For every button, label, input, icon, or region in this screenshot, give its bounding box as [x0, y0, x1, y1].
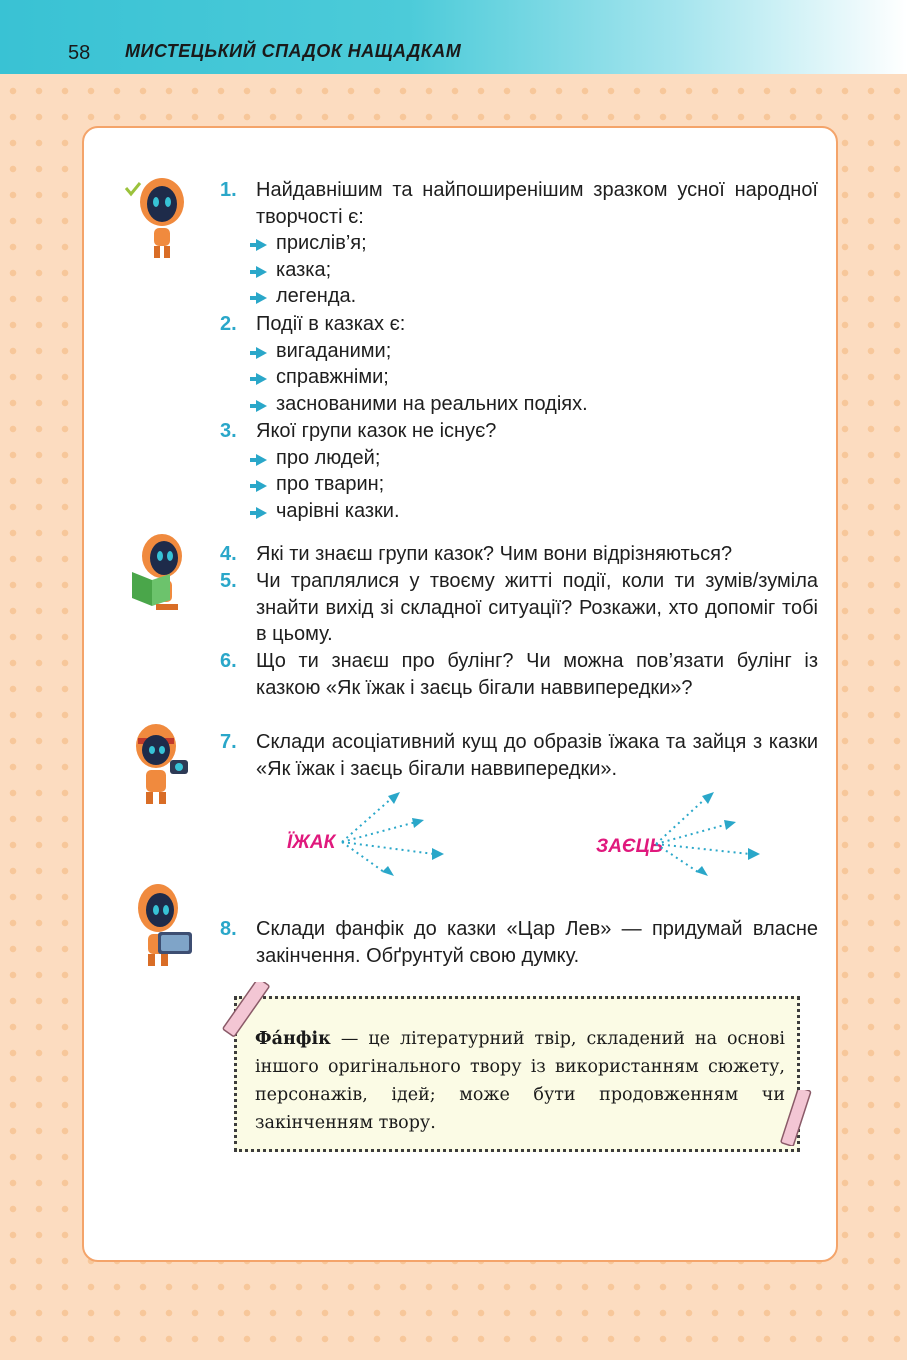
question-7: [220, 729, 818, 782]
tape-top-left-icon: [220, 982, 276, 1038]
question-text: Якої групи казок не існує?: [256, 420, 497, 442]
question-number: 2.: [220, 313, 237, 335]
arrow-icon: [256, 266, 267, 278]
question-number: 4.: [220, 543, 237, 565]
answer-option: легенда.: [256, 283, 818, 310]
arrow-icon: [256, 373, 267, 385]
question-number: 1.: [220, 179, 237, 201]
question-5: [220, 568, 818, 648]
definition-text: [255, 1025, 785, 1137]
cluster-arrows-hare: [650, 786, 770, 886]
robot-mascot-book-icon: [126, 530, 196, 620]
arrow-icon: [256, 400, 267, 412]
tape-bottom-right-icon: [776, 1090, 816, 1146]
question-number: 3.: [220, 420, 237, 442]
question-2: [220, 311, 818, 417]
arrow-icon: [256, 239, 267, 251]
definition-body: — це літературний твір, складений на основі іншого оригінального твору із використанням сюжету, персонажів, ідей; може бути продовженням чи закінченням твору.: [255, 1029, 785, 1133]
page-header: [0, 0, 907, 74]
question-1: [220, 177, 818, 310]
answer-option: казка;: [256, 257, 818, 284]
arrow-icon: [256, 347, 267, 359]
arrow-icon: [256, 454, 267, 466]
question-8: [220, 916, 818, 969]
question-6: [220, 648, 818, 701]
answer-option: справжніми;: [256, 364, 818, 391]
question-text: Найдавнішим та найпоширенішим зразком усної народної творчості є:: [256, 179, 818, 228]
question-3: [220, 418, 818, 524]
answer-option: чарівні казки.: [256, 498, 818, 525]
arrow-icon: [256, 480, 267, 492]
arrow-icon: [256, 292, 267, 304]
answer-option: прислів’я;: [256, 230, 818, 257]
answer-option: вигаданими;: [256, 338, 818, 365]
question-text: Що ти знаєш про булінг? Чи можна пов’язати булінг із казкою «Як їжак і заєць бігали наввипередки»?: [256, 650, 818, 699]
question-text: Події в казках є:: [256, 313, 406, 335]
question-number: 5.: [220, 570, 237, 592]
question-number: 6.: [220, 650, 237, 672]
definition-note: [234, 996, 800, 1152]
question-text: Які ти знаєш групи казок? Чим вони відрізняються?: [256, 543, 733, 565]
page-number: 58: [68, 42, 91, 64]
section-title: МИСТЕЦЬКИЙ СПАДОК НАЩАДКАМ: [125, 41, 462, 61]
answer-option: про людей;: [256, 445, 818, 472]
question-number: 7.: [220, 731, 237, 753]
question-4: [220, 541, 818, 568]
robot-mascot-tablet-icon: [128, 880, 198, 970]
robot-mascot-camera-icon: [126, 720, 196, 810]
question-number: 8.: [220, 918, 237, 940]
answer-option: заснованими на реальних подіях.: [256, 391, 818, 418]
question-text: Склади фанфік до казки «Цар Лев» — придумай власне закінчення. Обґрунтуй свою думку.: [256, 918, 818, 967]
cluster-arrows-hedgehog: [336, 786, 456, 886]
robot-mascot-check-icon: [120, 174, 190, 264]
cluster-word-hare: ЗАЄЦЬ: [596, 836, 663, 857]
question-text: Склади асоціативний кущ до образів їжака та зайця з казки «Як їжак і заєць бігали наввипередки».: [256, 731, 818, 780]
cluster-word-hedgehog: ЇЖАК: [287, 832, 336, 853]
answer-option: про тварин;: [256, 471, 818, 498]
definition-term: Фа́нфік: [255, 1029, 331, 1049]
question-text: Чи траплялися у твоєму житті події, коли ти зумів/зуміла знайти вихід зі складної ситуації? Розкажи, хто допоміг тобі в цьому.: [256, 570, 818, 645]
arrow-icon: [256, 507, 267, 519]
